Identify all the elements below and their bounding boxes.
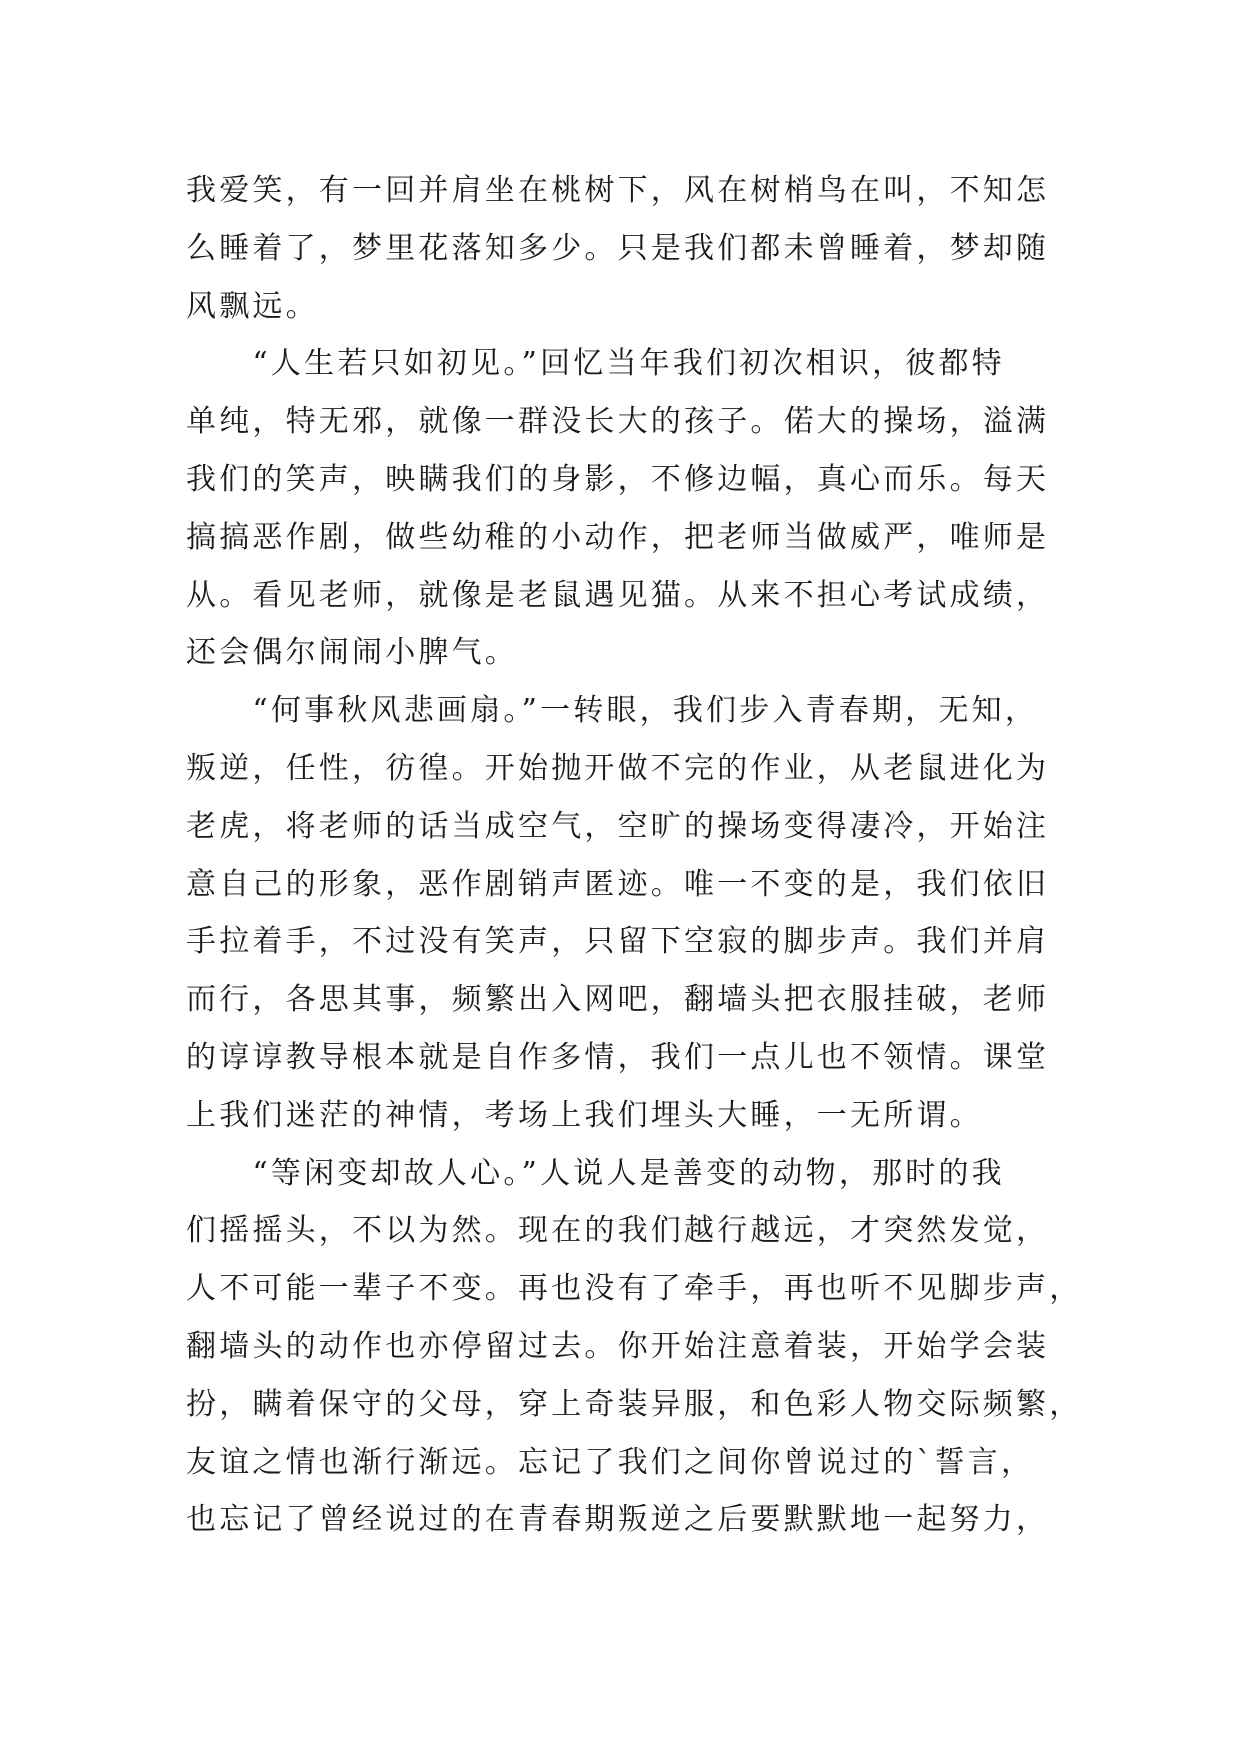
body-text: [186, 162, 1083, 1549]
text-line: 也忘记了曾经说过的在青春期叛逆之后要默默地一起努力，: [186, 1502, 1050, 1538]
text-line: 意自己的形象，恶作剧销声匿迹。唯一不变的是，我们依旧: [186, 866, 1050, 902]
text-line: 从。看见老师，就像是老鼠遇见猫。从来不担心考试成绩，: [186, 577, 1050, 613]
text-line: “何事秋风悲画扇。”一转眼，我们步入青春期，无知，: [186, 693, 1039, 729]
text-line: 上我们迷茫的神情，考场上我们埋头大睡，一无所谓。: [186, 1097, 983, 1133]
text-line: “人生若只如初见。”回忆当年我们初次相识，彼都特: [186, 346, 1005, 382]
text-line: 单纯，特无邪，就像一群没长大的孩子。偌大的操场，溢满: [186, 404, 1050, 440]
text-line: 老虎，将老师的话当成空气，空旷的操场变得凄冷，开始注: [186, 808, 1050, 844]
text-line: 搞搞恶作剧，做些幼稚的小动作，把老师当做威严，唯师是: [186, 519, 1050, 555]
text-line: 么睡着了，梦里花落知多少。只是我们都未曾睡着，梦却随: [186, 230, 1050, 266]
text-line: 而行，各思其事，频繁出入网吧，翻墙头把衣服挂破，老师: [186, 982, 1050, 1018]
text-line: 风飘远。: [186, 288, 319, 324]
text-line: 手拉着手，不过没有笑声，只留下空寂的脚步声。我们并肩: [186, 924, 1050, 960]
text-line: 的谆谆教导根本就是自作多情，我们一点儿也不领情。课堂: [186, 1039, 1050, 1075]
text-line: 叛逆，任性，彷徨。开始抛开做不完的作业，从老鼠进化为: [186, 750, 1050, 786]
text-line: 我们的笑声，映瞒我们的身影，不修边幅，真心而乐。每天: [186, 461, 1050, 497]
text-line: 翻墙头的动作也亦停留过去。你开始注意着装，开始学会装: [186, 1328, 1050, 1364]
text-line: 我爱笑，有一回并肩坐在桃树下，风在树梢鸟在叫，不知怎: [186, 173, 1050, 208]
text-line: 还会偶尔闹闹小脾气。: [186, 635, 518, 671]
text-line: “等闲变却故人心。”人说人是善变的动物，那时的我: [186, 1155, 1005, 1191]
text-line: 们摇摇头，不以为然。现在的我们越行越远，才突然发觉，: [186, 1213, 1050, 1249]
text-line: 友谊之情也渐行渐远。忘记了我们之间你曾说过的`誓言，: [186, 1444, 1035, 1480]
text-line: 扮，瞒着保守的父母，穿上奇装异服，和色彩人物交际频繁，: [186, 1386, 1083, 1422]
text-line: 人不可能一辈子不变。再也没有了牵手，再也听不见脚步声，: [186, 1271, 1083, 1307]
